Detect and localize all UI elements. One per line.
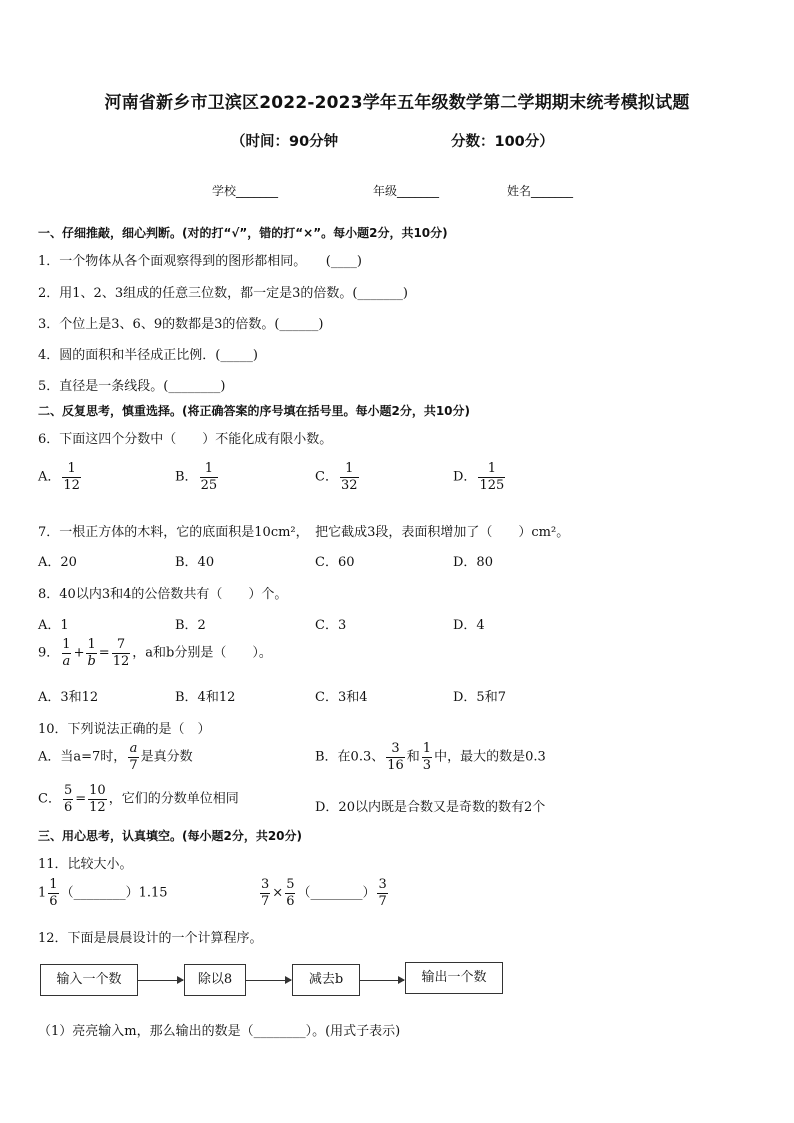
- q8-option-c: C．3: [315, 618, 347, 633]
- flow-arrow-3: [359, 980, 404, 981]
- flow-arrow-2: [245, 980, 291, 981]
- question-4: 4．圆的面积和半径成正比例．(_____): [38, 348, 258, 363]
- q6-option-b: B． $\frac{1}{25}$: [175, 461, 218, 493]
- question-12: 12．下面是晨晨设计的一个计算程序。: [38, 931, 263, 946]
- section-2-header: 二、反复思考，慎重选择。(将正确答案的序号填在括号里。每小题2分，共10分): [38, 404, 471, 418]
- question-5: 5．直径是一条线段。(________): [38, 379, 226, 394]
- question-1: 1．一个物体从各个面观察得到的图形都相同。 (____): [38, 254, 362, 269]
- q7-option-d: D．80: [453, 555, 493, 570]
- question-6: 6．下面这四个分数中（ ）不能化成有限小数。: [38, 432, 333, 447]
- q9-option-d: D．5和7: [453, 690, 506, 705]
- q6-option-d: D． $\frac{1}{125}$: [453, 461, 505, 493]
- q6-option-c: C． $\frac{1}{32}$: [315, 461, 358, 493]
- q10-option-a: A．当a=7时， $\frac{a}{7}$ 是真分数: [38, 741, 193, 773]
- question-12-part-1: （1）亮亮输入m，那么输出的数是（________）。(用式子表示): [38, 1024, 401, 1039]
- q9-option-a: A．3和12: [38, 690, 99, 705]
- name-field[interactable]: 姓名_______: [507, 184, 574, 198]
- question-8: 8．40以内3和4的公倍数共有（ ）个。: [38, 587, 288, 602]
- q7-option-c: C．60: [315, 555, 355, 570]
- question-2: 2．用1、2、3组成的任意三位数，都一定是3的倍数。(_______): [38, 286, 408, 301]
- grade-field[interactable]: 年级_______: [373, 184, 440, 198]
- flow-output-box: 输出一个数: [405, 962, 503, 994]
- q8-option-d: D．4: [453, 618, 485, 633]
- q7-option-a: A．20: [38, 555, 77, 570]
- q9-option-b: B．4和12: [175, 690, 236, 705]
- page-title: 河南省新乡市卫滨区2022-2023学年五年级数学第二学期期末统考模拟试题: [104, 93, 690, 113]
- school-field[interactable]: 学校_______: [212, 184, 279, 198]
- q10-option-c: C． $\frac{5}{6}$ = $\frac{10}{12}$ ，它们的分数单位相同: [38, 783, 239, 815]
- section-3-header: 三、用心思考，认真填空。(每小题2分，共20分): [38, 829, 303, 843]
- exam-time: （时间：90分钟: [231, 134, 339, 150]
- question-3: 3．个位上是3、6、9的数都是3的倍数。(______): [38, 317, 324, 332]
- flow-subtract-box: 减去b: [292, 964, 360, 996]
- question-11: 11．比较大小。: [38, 857, 133, 872]
- question-10: 10．下列说法正确的是（ ）: [38, 722, 211, 737]
- flow-arrow-1: [137, 980, 183, 981]
- q11-part-a: 1 $\frac{1}{6}$ （________）1.15: [38, 877, 168, 909]
- q8-option-a: A．1: [38, 618, 69, 633]
- q10-option-d: D．20以内既是合数又是奇数的数有2个: [315, 800, 546, 815]
- q9-option-c: C．3和4: [315, 690, 368, 705]
- exam-score: 分数：100分）: [451, 134, 554, 150]
- q8-option-b: B．2: [175, 618, 206, 633]
- q6-option-a: A． $\frac{1}{12}$: [38, 461, 80, 493]
- section-1-header: 一、仔细推敲，细心判断。(对的打“√”，错的打“×”。每小题2分，共10分): [38, 226, 448, 240]
- q10-option-b: B．在0.3、 $\frac{3}{16}$ 和 $\frac{1}{3}$ 中，最大的数是0.3: [315, 741, 546, 773]
- flow-divide-box: 除以8: [184, 964, 246, 996]
- q11-part-b: $\frac{3}{7}$ × $\frac{5}{6}$ （________） $\frac{3}{7}$: [261, 877, 387, 909]
- question-9: 9． $\frac{1}{a}$ + $\frac{1}{b}$ = $\frac{7}{12}$ ，a和b分别是（ ）。: [38, 637, 272, 669]
- q7-option-b: B．40: [175, 555, 215, 570]
- flow-input-box: 输入一个数: [40, 964, 138, 996]
- question-7: 7．一根正方体的木料，它的底面积是10cm²， 把它截成3段，表面积增加了（ ）cm²。: [38, 525, 570, 540]
